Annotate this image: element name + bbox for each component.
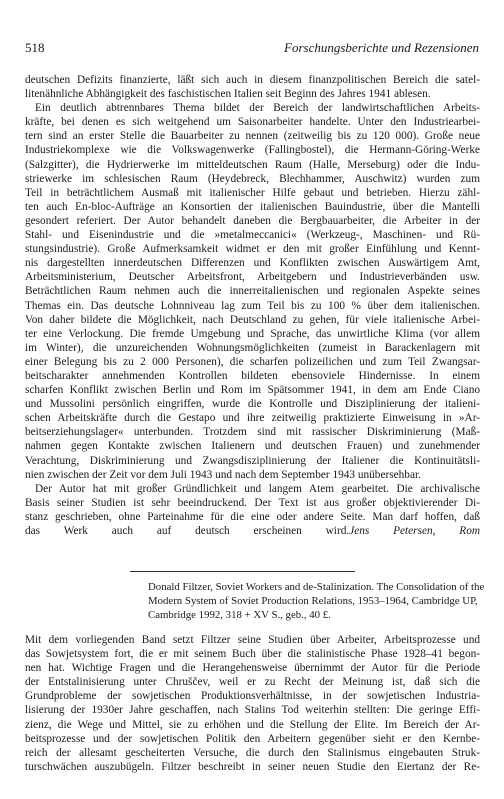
text-line: Teil in beträchtlichem Ausmaß mit italienischer Hilfe gebaut und betrieben. Hierzu zähl- xyxy=(25,186,480,199)
text-line: beitscharakter annehmenden Kontrollen bildeten ebensoviele Hindernisse. In einem xyxy=(25,369,480,382)
section-divider xyxy=(130,571,355,572)
text-line: Der Autor hat mit großer Gründlichkeit und langem Atem gearbeitet. Die archivalische xyxy=(35,482,480,495)
page-number: 518 xyxy=(25,40,45,55)
text-line: Ein deutlich abtrennbares Thema bildet der Bereich der landwirtschaftlichen Arbeits- xyxy=(35,102,480,115)
text-line: reich der allesamt gescheiterten Versuche, die durch den Stalinismus eingebauten Struk- xyxy=(25,746,480,759)
text-line: scharfen Konflikt zwischen Berlin und Rom im Spätsommer 1941, in dem am Ende Ciano xyxy=(25,384,480,397)
review-body-filtzer xyxy=(25,633,480,774)
biblio-line: Cambridge 1992, 318 + XV S., geb., 40 £. xyxy=(148,609,331,622)
text-line: Von daher bildete die Möglichkeit, nach Deutschland zu gehen, für viele italienische Arbei- xyxy=(25,313,480,326)
biblio-line: Donald Filtzer, Soviet Workers and de-Stalinization. The Consolidation of the xyxy=(148,581,485,593)
text-line: nis dargestellten innerdeutschen Differenzen und Konflikten zwischen Auswärtigem Amt, xyxy=(25,257,480,270)
text-line: kräfte, bei denen es sich weitgehend um Saisonarbeiter handelte. Unter den Industriearbei- xyxy=(25,116,480,129)
review-body-petersen xyxy=(25,73,480,538)
text-line: im Winter), die unzureichenden Wohnungsmöglichkeiten (zumeist in Barackenlagern mit xyxy=(25,341,480,354)
text-line: Arbeitsministerium, Deutscher Arbeitsfront, Arbeitgebern und Industrieverbänden usw. xyxy=(25,271,480,284)
text-line: (Salzgitter), die Hydrierwerke im mitteldeutschen Raum (Halle, Merseburg) oder die Indu- xyxy=(25,158,480,171)
text-line: ter eine Verlockung. Die fremde Umgebung und Sprache, das unwirtliche Klima (vor allem xyxy=(25,327,480,340)
text-line: Beträchtlichen Raum nehmen auch die innerreitalienischen und regionalen Aspekte seines xyxy=(25,285,480,298)
text-line: Basis seiner Studien ist sehr beeindruckend. Der Text ist aus großer objektivierender Di- xyxy=(25,496,480,509)
text-line: deutschen Defizits finanzierte, läßt sich auch in diesem finanzpolitischen Bereich die satel- xyxy=(25,74,480,86)
text-line: stungsindustrie). Große Aufmerksamkeit widmet er den mit großer Einfühlung und Kennt- xyxy=(25,243,480,256)
text-line: stanz geschrieben, ohne Parteinahme für die eine oder andere Seite. Man darf hoffen, daß xyxy=(25,510,480,523)
text-line: ten auch En-bloc-Aufträge an Konsortien der italienischen Bauindustrie, über die Mantelli xyxy=(25,200,480,213)
text-line: turschwächen auszubügeln. Filtzer beschreibt in seiner neuen Studie den Eiertanz der Re- xyxy=(25,760,480,773)
text-line: Mit dem vorliegenden Band setzt Filtzer seine Studien über Arbeiter, Arbeitsprozesse und xyxy=(25,634,480,646)
text-line: beitsprozesse und der sowjetischen Politik den Arbeitern gegenüber sieht er den Kernbe- xyxy=(25,732,480,745)
text-line: und Mussolini persönlich eingriffen, wurde die Kontrolle und Disziplinierung der italieni- xyxy=(25,398,480,411)
running-header xyxy=(25,40,479,58)
text-line: litenähnliche Abhängigkeit des faschistischen Italien seit Beginn des Jahres 1941 ablesen. xyxy=(25,88,431,101)
text-line: der Entstalinisierung unter Chruščev, weil er zu Recht der Meinung ist, daß sich die xyxy=(25,676,480,689)
running-title: Forschungsberichte und Rezensionen xyxy=(284,40,479,55)
reviewer-signature: Jens Petersen, Rom xyxy=(349,525,480,537)
biblio-line: Modern System of Soviet Production Relations, 1953–1964, Cambridge UP, xyxy=(148,595,478,608)
text-line: Grundprobleme der sowjetischen Produktionsverhältnisse, in der sowjetischen Industria- xyxy=(25,690,480,703)
text-line: Verachtung, Diskriminierung und Zwangsdisziplinierung der Italiener die Kontinuitätsli- xyxy=(25,454,480,467)
text-line: nien zwischen der Zeit vor dem Juli 1943 und nach dem September 1943 unübersehbar. xyxy=(25,468,421,481)
text-line: nahmen gegen Kontakte zwischen Italienern und deutschen Frauen) und zunehmender xyxy=(25,440,480,453)
text-line xyxy=(25,524,480,538)
text-line: einer Belegung bis zu 2 000 Personen), die scharfen polizeilichen und zum Teil Zwangsar- xyxy=(25,355,480,368)
text-line: nen hat. Wichtige Fragen und die Herangehensweise übernimmt der Autor für die Periode xyxy=(25,662,480,675)
text-line: beitserziehungslager« unterbunden. Trotzdem sind mit rassischer Diskriminierung (Maß- xyxy=(25,426,480,439)
text-line: zienz, die Wege und Mittel, sie zu erhöhen und die Stellung der Elite. Im Bereich der Ar- xyxy=(25,718,480,731)
text-line: gesondert referiert. Der Autor behandelt daneben die Bergbauarbeiter, die Arbeiter in der xyxy=(25,214,480,227)
text-line: Industriekomplexe wie die Volkswagenwerke (Fallingbostel), die Hermann-Göring-Werke xyxy=(25,144,480,157)
text-line: schen Arbeitskräfte durch die Gestapo und ihre zeitweilig praktizierte Einweisung in »Ar- xyxy=(25,412,480,425)
text-line: Themas ein. Das deutsche Lohnniveau lag zum Teil bis zu 100 % über dem italienischen. xyxy=(25,299,480,312)
text-line: lisierung der 1930er Jahre geschaffen, nach Stalins Tod weiterhin stellten: Die geringe Effi- xyxy=(25,704,480,717)
paragraph-end: das Werk auch auf deutsch erscheinen wird. xyxy=(25,525,350,537)
text-line: tern sind an erster Stelle die Bauarbeiter zu nennen (zeitweilig bis zu 120 000). Große neue xyxy=(25,130,480,143)
text-line: Stahl- und Eisenindustrie und die »metalmeccanici« (Werkzeug-, Maschinen- und Rü- xyxy=(25,229,480,242)
text-line: striewerke im schlesischen Raum (Heydebreck, Blechhammer, Auschwitz) wurden zum xyxy=(25,172,480,185)
text-line: das Sowjetsystem fort, die er mit seinem Buch über die stalinistische Phase 1928–41 begon- xyxy=(25,648,480,661)
bibliographic-entry-filtzer xyxy=(148,580,483,623)
